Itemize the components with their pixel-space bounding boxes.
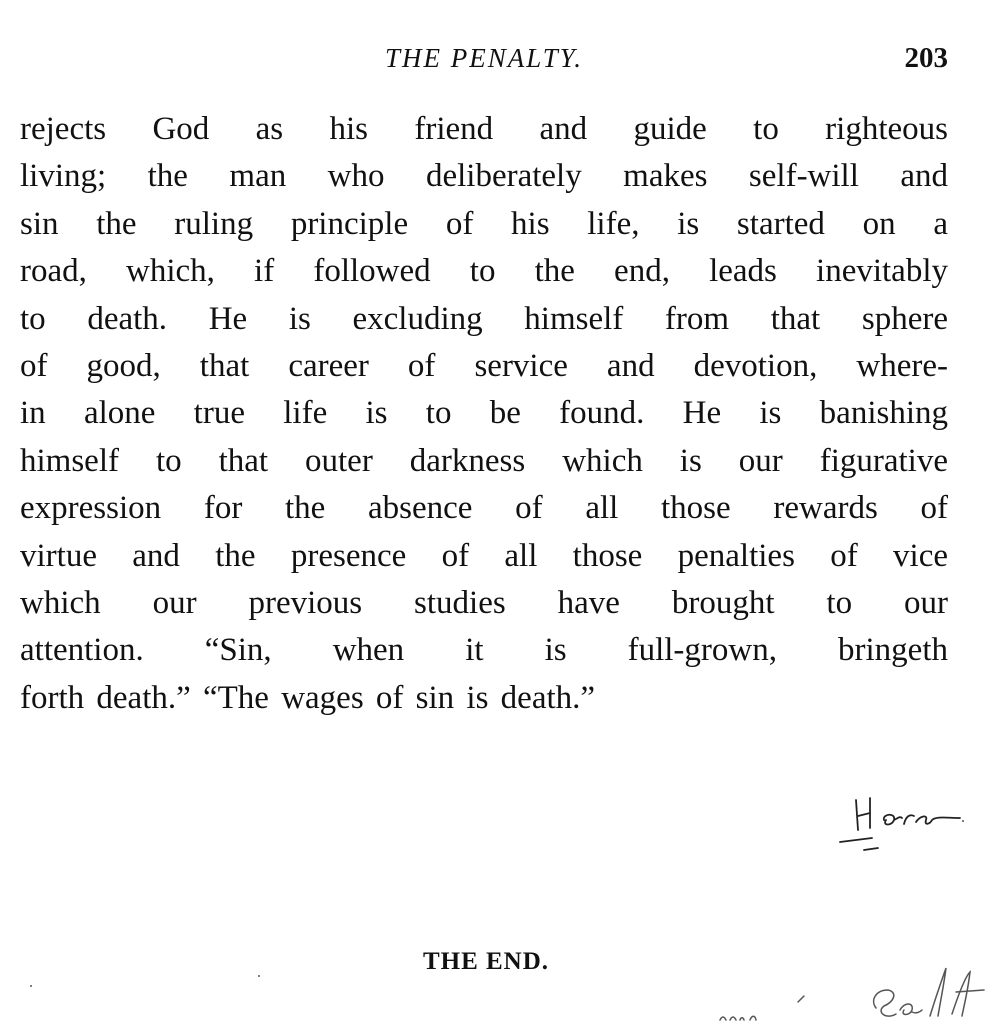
text-line: of good, that career of service and devotion, where- bbox=[20, 347, 948, 384]
scan-speck bbox=[258, 975, 260, 977]
text-line: road, which, if followed to the end, leads inevitably bbox=[20, 253, 948, 290]
handwritten-signature bbox=[700, 950, 1000, 1027]
text-line: which our previous studies have brought to our bbox=[20, 584, 948, 621]
scan-speck bbox=[962, 820, 964, 822]
text-line: to death. He is excluding himself from that sphere bbox=[20, 300, 948, 337]
text-line: rejects God as his friend and guide to righteous bbox=[20, 111, 948, 147]
the-end-label: THE END. bbox=[422, 948, 550, 975]
text-line: living; the man who deliberately makes self-will and bbox=[20, 158, 948, 195]
text-line: in alone true life is to be found. He is banishing bbox=[20, 395, 948, 432]
text-line: expression for the absence of all those rewards of bbox=[20, 490, 948, 527]
body-paragraph bbox=[20, 106, 948, 722]
text-line: forth death.” “The wages of sin is death.” bbox=[20, 679, 596, 716]
running-title: THE PENALTY. bbox=[384, 43, 584, 73]
running-head bbox=[20, 38, 948, 78]
handwritten-note bbox=[836, 788, 986, 868]
page-number: 203 bbox=[904, 42, 948, 74]
text-line: attention. “Sin, when it is full-grown, bringeth bbox=[20, 632, 948, 669]
scan-speck bbox=[30, 985, 32, 987]
text-line: virtue and the presence of all those penalties of vice bbox=[20, 537, 948, 574]
text-line: himself to that outer darkness which is our figurative bbox=[20, 442, 948, 479]
text-line: sin the ruling principle of his life, is started on a bbox=[20, 205, 948, 242]
